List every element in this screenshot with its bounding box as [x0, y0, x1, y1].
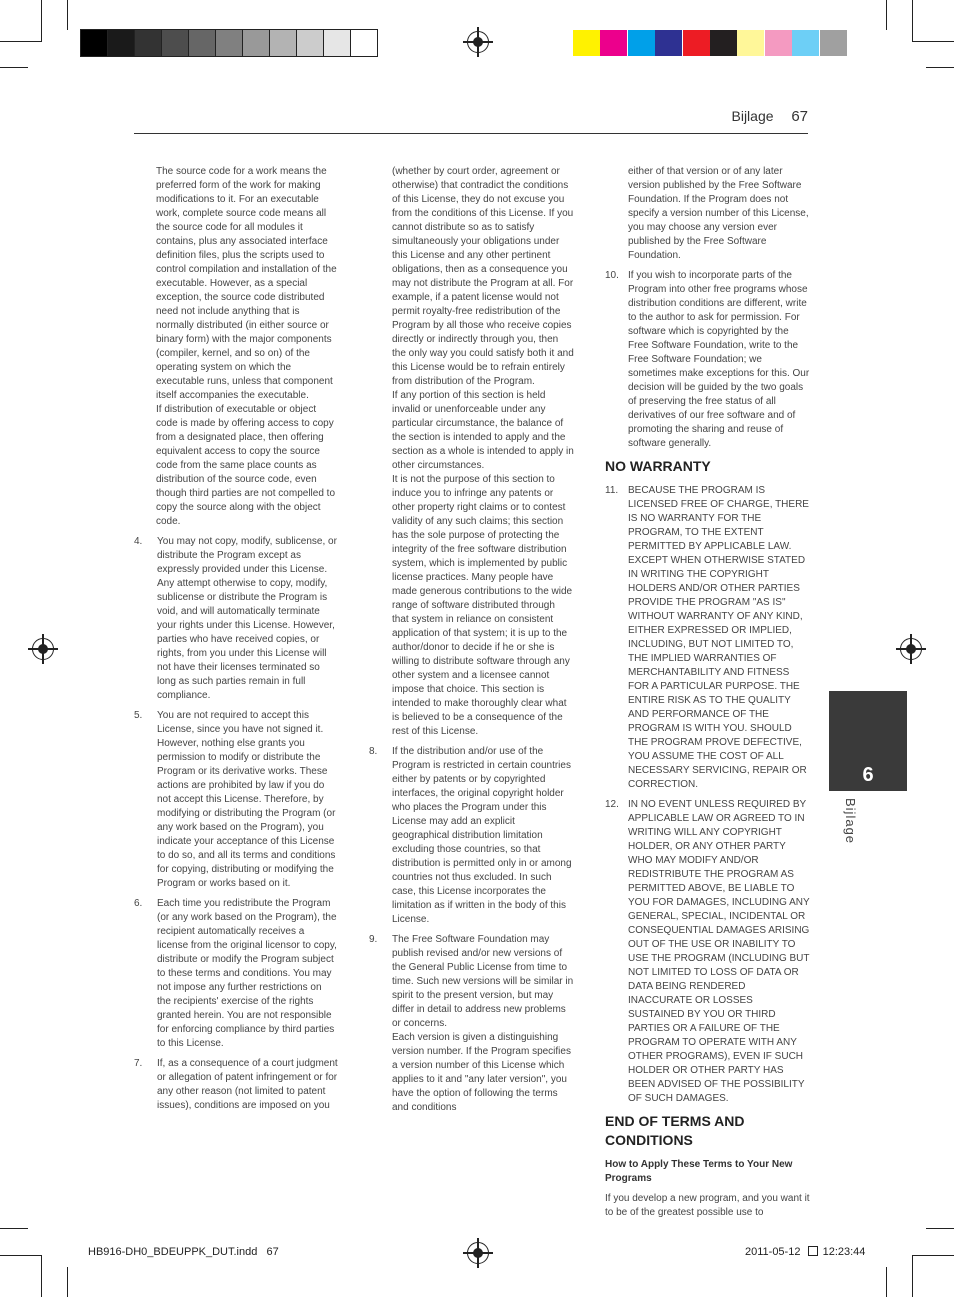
- clock-icon: [808, 1246, 818, 1256]
- paragraph: either of that version or of any later version published by the Free Software Foundation. If the Program does not specify a version number of this License, you may choose any version ever published by the Free Software Foundation.: [628, 166, 809, 261]
- paragraph: If any portion of this section is held invalid or unenforceable under any particular circumstance, the balance of the section is intended to apply and the section as a whole is intended to apply in other circumstances.: [392, 390, 574, 471]
- item-number: 8.: [369, 746, 378, 757]
- item-text: You are not required to accept this License, since you have not signed it. However, nothing else grants you permission to modify or distribute the Program or its derivative works. These actions are prohibited by law if you do not accept this License. Therefore, by modifying or distributing the Program (or any work based on the Program), you indicate your acceptance of this License to do so, and all its terms and conditions for copying, distributing or modifying the Program or works based on it.: [157, 710, 336, 889]
- list-item: [605, 484, 810, 792]
- chapter-tab-label: [842, 798, 858, 858]
- gray-swatch: [270, 30, 296, 56]
- gray-swatch: [189, 30, 215, 56]
- process-swatch: [683, 30, 710, 56]
- crop-mark: [0, 41, 42, 42]
- process-swatch: [600, 30, 627, 56]
- process-swatch: [628, 30, 655, 56]
- gray-swatch: [162, 30, 188, 56]
- paragraph: The source code for a work means the preferred form of the work for making modifications to it. For an executable work, complete source code means all the source code for all modules it contains, plus any associated interface definition files, plus the scripts used to control compilation and installation of the executable. However, as a special exception, the source code distributed need not include anything that is normally distributed (in either source or binary form) with the major components (compiler, kernel, and so on) of the operating system on which the executable runs, unless that component itself accompanies the executable.: [156, 166, 337, 401]
- column-3: [605, 165, 810, 1220]
- registration-mark-icon: [467, 1242, 489, 1264]
- item-text: IN NO EVENT UNLESS REQUIRED BY APPLICABLE LAW OR AGREED TO IN WRITING WILL ANY COPYRIGHT HOLDER, OR ANY OTHER PARTY WHO MAY MODIFY AND/OR REDISTRIBUTE THE PROGRAM AS PERMITTED ABOVE, BE LIABLE TO YOU FOR DAMAGES, INCLUDING ANY GENERAL, SPECIAL, INCIDENTAL OR CONSEQUENTIAL DAMAGES ARISING OUT OF THE USE OR INABILITY TO USE THE PROGRAM (INCLUDING BUT NOT LIMITED TO LOSS OF DATA OR DATA BEING RENDERED INACCURATE OR LOSSES SUSTAINED BY YOU OR THIRD PARTIES OR A FAILURE OF THE PROGRAM TO OPERATE WITH ANY OTHER PROGRAMS), EVEN IF SUCH HOLDER OR OTHER PARTY HAS BEEN ADVISED OF THE POSSIBILITY OF SUCH DAMAGES.: [628, 799, 810, 1104]
- list-item: [605, 269, 810, 451]
- gray-swatch: [297, 30, 323, 56]
- item-number: 9.: [369, 934, 378, 945]
- crop-mark: [41, 0, 42, 42]
- crop-mark: [912, 0, 913, 42]
- gray-swatch: [351, 30, 377, 56]
- gray-swatch: [216, 30, 242, 56]
- gray-swatch: [135, 30, 161, 56]
- header-section: Bijlage: [731, 108, 774, 124]
- paragraph: It is not the purpose of this section to induce you to infringe any patents or other property right claims or to contest validity of any such claims; this section has the sole purpose of protecting the integrity of the free software distribution system, which is implemented by public license practices. Many people have made generous contributions to the wide range of software distributed through that system in reliance on consistent application of that system; it is up to the author/donor to decide if he or she is willing to distribute software through any other system and a licensee cannot impose that choice. This section is intended to make thoroughly clear what is believed to be a consequence of the rest of this License.: [392, 474, 573, 737]
- process-swatch: [792, 30, 819, 56]
- column-1: [134, 165, 338, 1119]
- process-swatch: [820, 30, 847, 56]
- gray-swatch: [81, 30, 107, 56]
- crop-mark: [0, 67, 28, 68]
- crop-mark: [912, 1255, 913, 1297]
- chapter-number: 6: [862, 764, 874, 786]
- crop-mark: [926, 67, 954, 68]
- item-number: 4.: [134, 536, 143, 547]
- crop-mark: [912, 1255, 954, 1256]
- item-text: Each version is given a distinguishing version number. If the Program specifies a version number of this License which applies to it and "any later version", you have the option of following the terms and conditions: [392, 1032, 571, 1113]
- paragraph: (whether by court order, agreement or otherwise) that contradict the conditions of this License, they do not excuse you from the conditions of this License. If you cannot distribute so as to satisfy simultaneously your obligations under this License and any other pertinent obligations, then as a consequence you may not distribute the Program at all. For example, if a patent license would not permit royalty-free redistribution of the Program by all those who receive copies directly or indirectly through you, then the only way you could satisfy both it and this License would be to refrain entirely from distribution of the Program.: [392, 166, 574, 387]
- subheading: How to Apply These Terms to Your New Programs: [605, 1159, 793, 1184]
- item-number: 10.: [605, 270, 619, 281]
- process-swatch: [737, 30, 764, 56]
- list-item: [134, 897, 338, 1051]
- crop-mark: [912, 41, 954, 42]
- process-swatch: [573, 30, 600, 56]
- list-item: [134, 535, 338, 703]
- crop-mark: [67, 0, 68, 30]
- column-2: [369, 165, 574, 1121]
- chapter-tab-text: Bijlage: [843, 798, 858, 845]
- registration-mark-icon: [467, 31, 489, 53]
- item-text: If the distribution and/or use of the Program is restricted in certain countries either by patents or by copyrighted interfaces, the original copyright holder who places the Program under this License may add an explicit geographical distribution limitation excluding those countries, so that distribution is permitted only in or among countries not thus excluded. In such case, this License incorporates the limitation as if written in the body of this License.: [392, 746, 572, 925]
- crop-mark: [41, 1255, 42, 1297]
- section-heading: NO WARRANTY: [605, 458, 711, 474]
- item-text: Each time you redistribute the Program (or any work based on the Program), the recipient automatically receives a license from the original licensor to copy, distribute or modify the Program subject to these terms and conditions. You may not impose any further restrictions on the recipients' exercise of the rights granted herein. You are not responsible for enforcing compliance by third parties to this License.: [157, 898, 337, 1049]
- item-text: The Free Software Foundation may publish revised and/or new versions of the General Public License from time to time. Such new versions will be similar in spirit to the present version, but may differ in detail to address new problems or concerns.: [392, 934, 574, 1029]
- crop-mark: [0, 1255, 42, 1256]
- crop-mark: [926, 1228, 954, 1229]
- registration-mark-icon: [900, 638, 922, 660]
- item-number: 12.: [605, 799, 619, 810]
- footer-time: 12:23:44: [822, 1246, 866, 1258]
- crop-mark: [886, 0, 887, 30]
- paragraph: If you develop a new program, and you want it to be of the greatest possible use to: [605, 1193, 810, 1218]
- item-number: 11.: [605, 485, 619, 496]
- header-rule: [134, 133, 808, 134]
- paragraph: If distribution of executable or object code is made by offering access to copy from a designated place, then offering equivalent access to copy the source code from the same place counts as distribution of the source code, even though third parties are not compelled to copy the source along with the object code.: [156, 404, 335, 527]
- process-swatch: [710, 30, 737, 56]
- footer-file: HB916-DH0_BDEUPPK_DUT.indd 67: [88, 1246, 279, 1258]
- list-item: [134, 709, 338, 891]
- item-text: If, as a consequence of a court judgment or allegation of patent infringement or for any other reason (not limited to patent issues), conditions are imposed on you: [157, 1058, 338, 1111]
- item-number: 7.: [134, 1058, 143, 1069]
- footer-timestamp: [745, 1246, 865, 1258]
- process-swatch: [655, 30, 682, 56]
- footer-date: 2011-05-12: [745, 1246, 801, 1258]
- page-number: 67: [791, 108, 808, 125]
- running-header: [600, 108, 808, 125]
- list-item: [369, 745, 574, 927]
- registration-mark-icon: [32, 638, 54, 660]
- gray-swatch: [324, 30, 350, 56]
- item-text: BECAUSE THE PROGRAM IS LICENSED FREE OF CHARGE, THERE IS NO WARRANTY FOR THE PROGRAM, TO THE EXTENT PERMITTED BY APPLICABLE LAW. EXCEPT WHEN OTHERWISE STATED IN WRITING THE COPYRIGHT HOLDERS AND/OR OTHER PARTIES PROVIDE THE PROGRAM "AS IS" WITHOUT WARRANTY OF ANY KIND, EITHER EXPRESSED OR IMPLIED, INCLUDING, BUT NOT LIMITED TO, THE IMPLIED WARRANTIES OF MERCHANTABILITY AND FITNESS FOR A PARTICULAR PURPOSE. THE ENTIRE RISK AS TO THE QUALITY AND PERFORMANCE OF THE PROGRAM IS WITH YOU. SHOULD THE PROGRAM PROVE DEFECTIVE, YOU ASSUME THE COST OF ALL NECESSARY SERVICING, REPAIR OR CORRECTION.: [628, 485, 809, 790]
- process-swatch: [765, 30, 792, 56]
- gray-swatch: [108, 30, 134, 56]
- chapter-tab: [829, 691, 907, 791]
- list-item: [605, 798, 810, 1106]
- section-heading: END OF TERMS AND CONDITIONS: [605, 1113, 745, 1148]
- crop-mark: [886, 1267, 887, 1297]
- list-item: [369, 933, 574, 1115]
- list-item: [134, 1057, 338, 1113]
- item-number: 5.: [134, 710, 143, 721]
- crop-mark: [67, 1267, 68, 1297]
- item-number: 6.: [134, 898, 143, 909]
- item-text: If you wish to incorporate parts of the Program into other free programs whose distribution conditions are different, write to the author to ask for permission. For software which is copyrighted by the Free Software Foundation, write to the Free Software Foundation; we sometimes make exceptions for this. Our decision will be guided by the two goals of preserving the free status of all derivatives of our free software and of promoting the sharing and reuse of software generally.: [628, 270, 810, 449]
- crop-mark: [0, 1228, 28, 1229]
- gray-swatch: [243, 30, 269, 56]
- item-text: You may not copy, modify, sublicense, or distribute the Program except as expressly provided under this License. Any attempt otherwise to copy, modify, sublicense or distribute the Program is void, and will automatically terminate your rights under this License. However, parties who have received copies, or rights, from you under this License will not have their licenses terminated so long as such parties remain in full compliance.: [157, 536, 337, 701]
